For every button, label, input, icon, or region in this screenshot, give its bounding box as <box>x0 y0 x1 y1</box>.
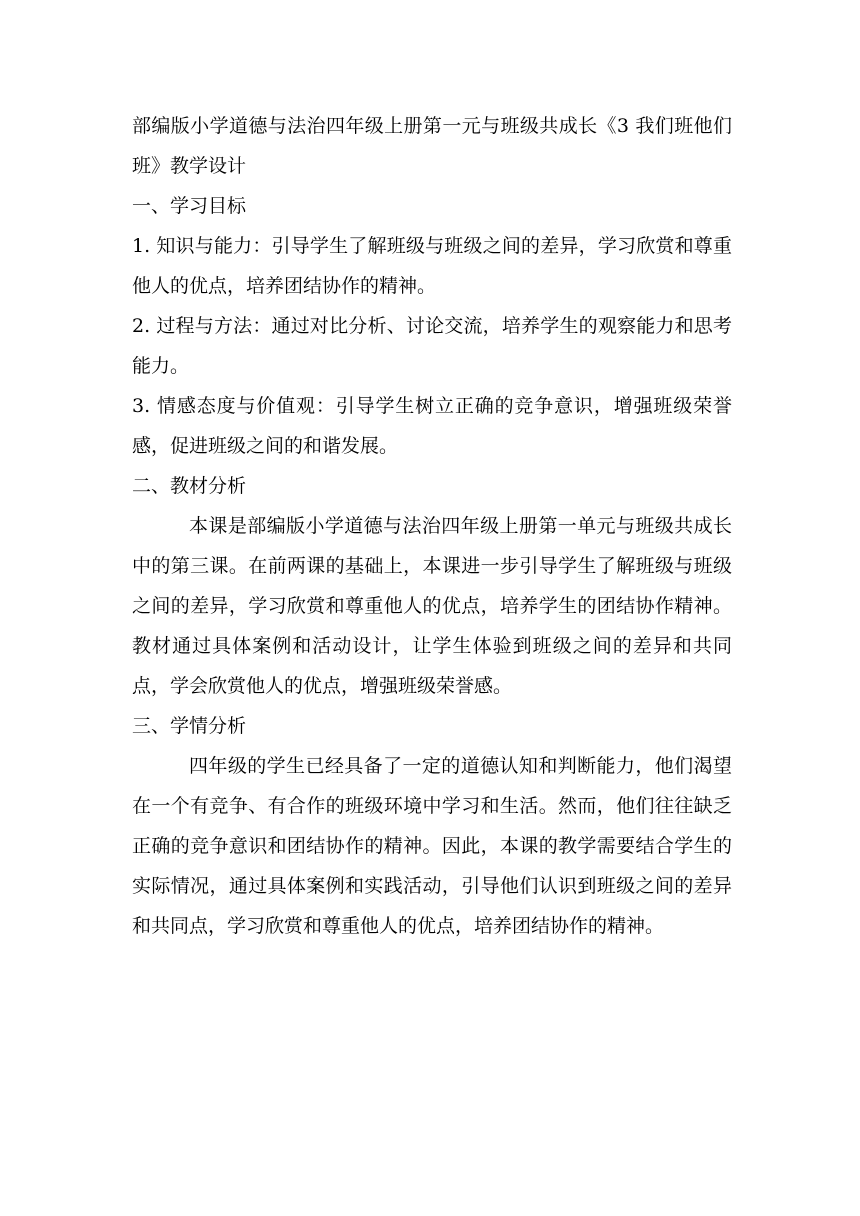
section-heading-student-analysis: 三、学情分析 <box>132 715 247 737</box>
objective-item-3: 3. 情感态度与价值观：引导学生树立正确的竞争意识，增强班级荣誉感，促进班级之间的和谐发展。 <box>132 395 732 457</box>
document-page <box>132 106 732 946</box>
section-heading-material-analysis: 二、教材分析 <box>132 475 247 497</box>
section-heading-objectives: 一、学习目标 <box>132 195 247 217</box>
objective-item-1: 1. 知识与能力：引导学生了解班级与班级之间的差异，学习欣赏和尊重他人的优点，培养团结协作的精神。 <box>132 235 732 297</box>
objective-item-2: 2. 过程与方法：通过对比分析、讨论交流，培养学生的观察能力和思考能力。 <box>132 315 732 377</box>
student-analysis-paragraph: 四年级的学生已经具备了一定的道德认知和判断能力，他们渴望在一个有竞争、有合作的班级环境中学习和生活。然而，他们往往缺乏正确的竞争意识和团结协作的精神。因此，本课的教学需要结合学生的实际情况，通过具体案例和实践活动，引导他们认识到班级之间的差异和共同点，学习欣赏和尊重他人的优点，培养团结协作的精神。 <box>132 755 732 937</box>
document-title: 部编版小学道德与法治四年级上册第一元与班级共成长《3 我们班他们班》教学设计 <box>132 115 732 177</box>
material-analysis-paragraph: 本课是部编版小学道德与法治四年级上册第一单元与班级共成长中的第三课。在前两课的基础上，本课进一步引导学生了解班级与班级之间的差异，学习欣赏和尊重他人的优点，培养学生的团结协作精神。教材通过具体案例和活动设计，让学生体验到班级之间的差异和共同点，学会欣赏他人的优点，增强班级荣誉感。 <box>132 515 732 697</box>
